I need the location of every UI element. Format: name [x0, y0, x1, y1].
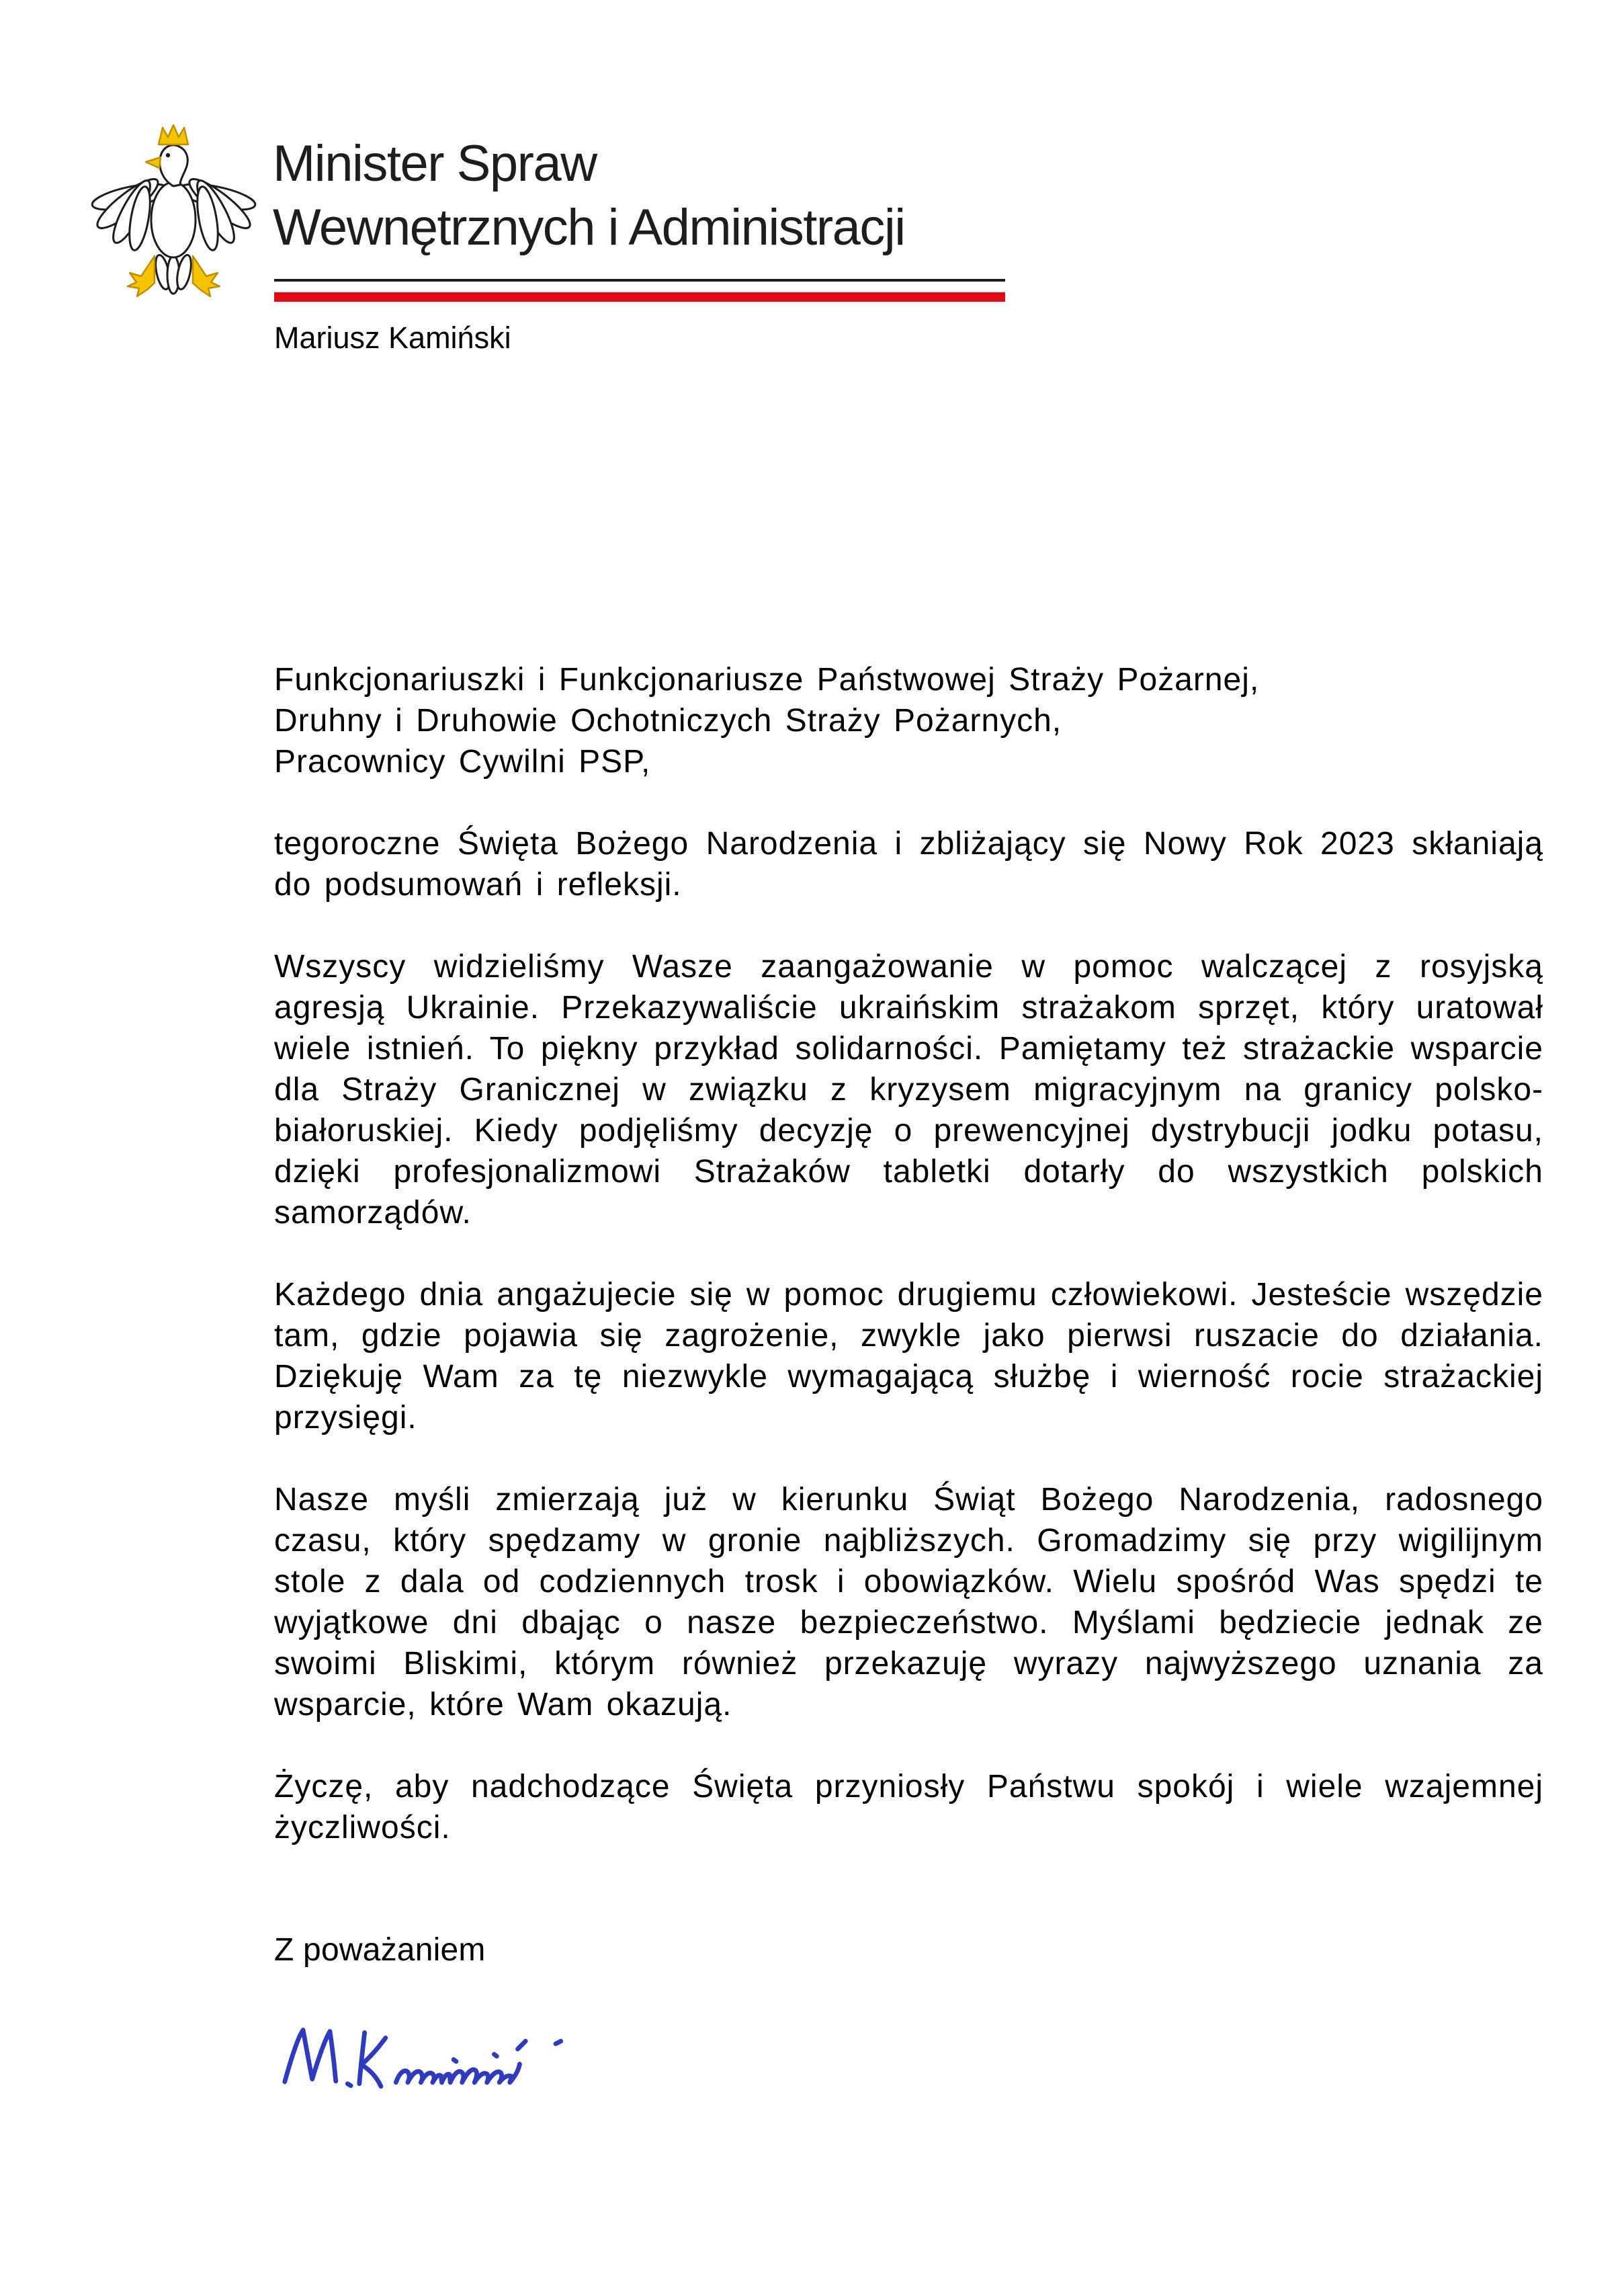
signature-image	[277, 2022, 633, 2097]
letter-paragraph: Nasze myśli zmierzają już w kierunku Świąt Bożego Narodzenia, radosnego czasu, który spędzamy w gronie najbliższych. Gromadzimy się przy wigilijnym stole z dala od codziennych trosk i obowiązków. Wielu spośród Was spędzi te wyjątkowe dni dbając o nasze bezpieczeństwo. Myślami będziecie jednak ze swoimi Bliskimi, którym również przekazuję wyrazy najwyższego uznania za wsparcie, które Wam okazują.	[274, 1482, 1543, 1722]
ministry-title-line1: Minister Spraw	[273, 135, 597, 192]
closing-salutation: Z poważaniem	[274, 1932, 486, 1968]
salutation-line: Pracownicy Cywilni PSP,	[274, 744, 651, 780]
ministry-title	[273, 132, 905, 259]
letter-paragraph: Życzę, aby nadchodzące Święta przyniosły Państwu spokój i wiele wzajemnej życzliwości.	[274, 1769, 1543, 1845]
eagle-eye	[166, 153, 170, 157]
letter-body	[274, 659, 1543, 2097]
letter-paragraph: tegoroczne Święta Bożego Narodzenia i zbliżający się Nowy Rok 2023 skłaniają do podsumowań i refleksji.	[274, 826, 1543, 903]
minister-name: Mariusz Kamiński	[274, 321, 511, 355]
ministry-title-line2: Wewnętrznych i Administracji	[273, 199, 905, 256]
header-divider-black	[274, 279, 1005, 282]
salutation-line: Funkcjonariuszki i Funkcjonariusze Państwowej Straży Pożarnej,	[274, 662, 1260, 698]
letter-paragraph: Każdego dnia angażujecie się w pomoc drugiemu człowiekowi. Jesteście wszędzie tam, gdzie pojawia się zagrożenie, zwykle jako pierwsi ruszacie do działania. Dziękuję Wam za tę niezwykle wymagającą służbę i wierność rocie strażackiej przysięgi.	[274, 1277, 1543, 1436]
salutation-line: Druhny i Druhowie Ochotniczych Straży Pożarnych,	[274, 703, 1062, 739]
letter-paragraph: Wszyscy widzieliśmy Wasze zaangażowanie w pomoc walczącej z rosyjską agresją Ukrainie. Przekazywaliście ukraińskim strażakom sprzęt, który uratował wiele istnień. To piękny przykład solidarności. Pamiętamy też strażackie wsparcie dla Straży Granicznej w związku z kryzysem migracyjnym na granicy polsko-białoruskiej. Kiedy podjęliśmy decyzję o prewencyjnej dystrybucji jodku potasu, dzięki profesjonalizmowi Strażaków tabletki dotarły do wszystkich polskich samorządów.	[274, 949, 1543, 1231]
salutation	[274, 659, 1543, 782]
header-divider-red	[274, 292, 1005, 302]
polish-eagle-coat-of-arms-icon	[89, 118, 259, 301]
